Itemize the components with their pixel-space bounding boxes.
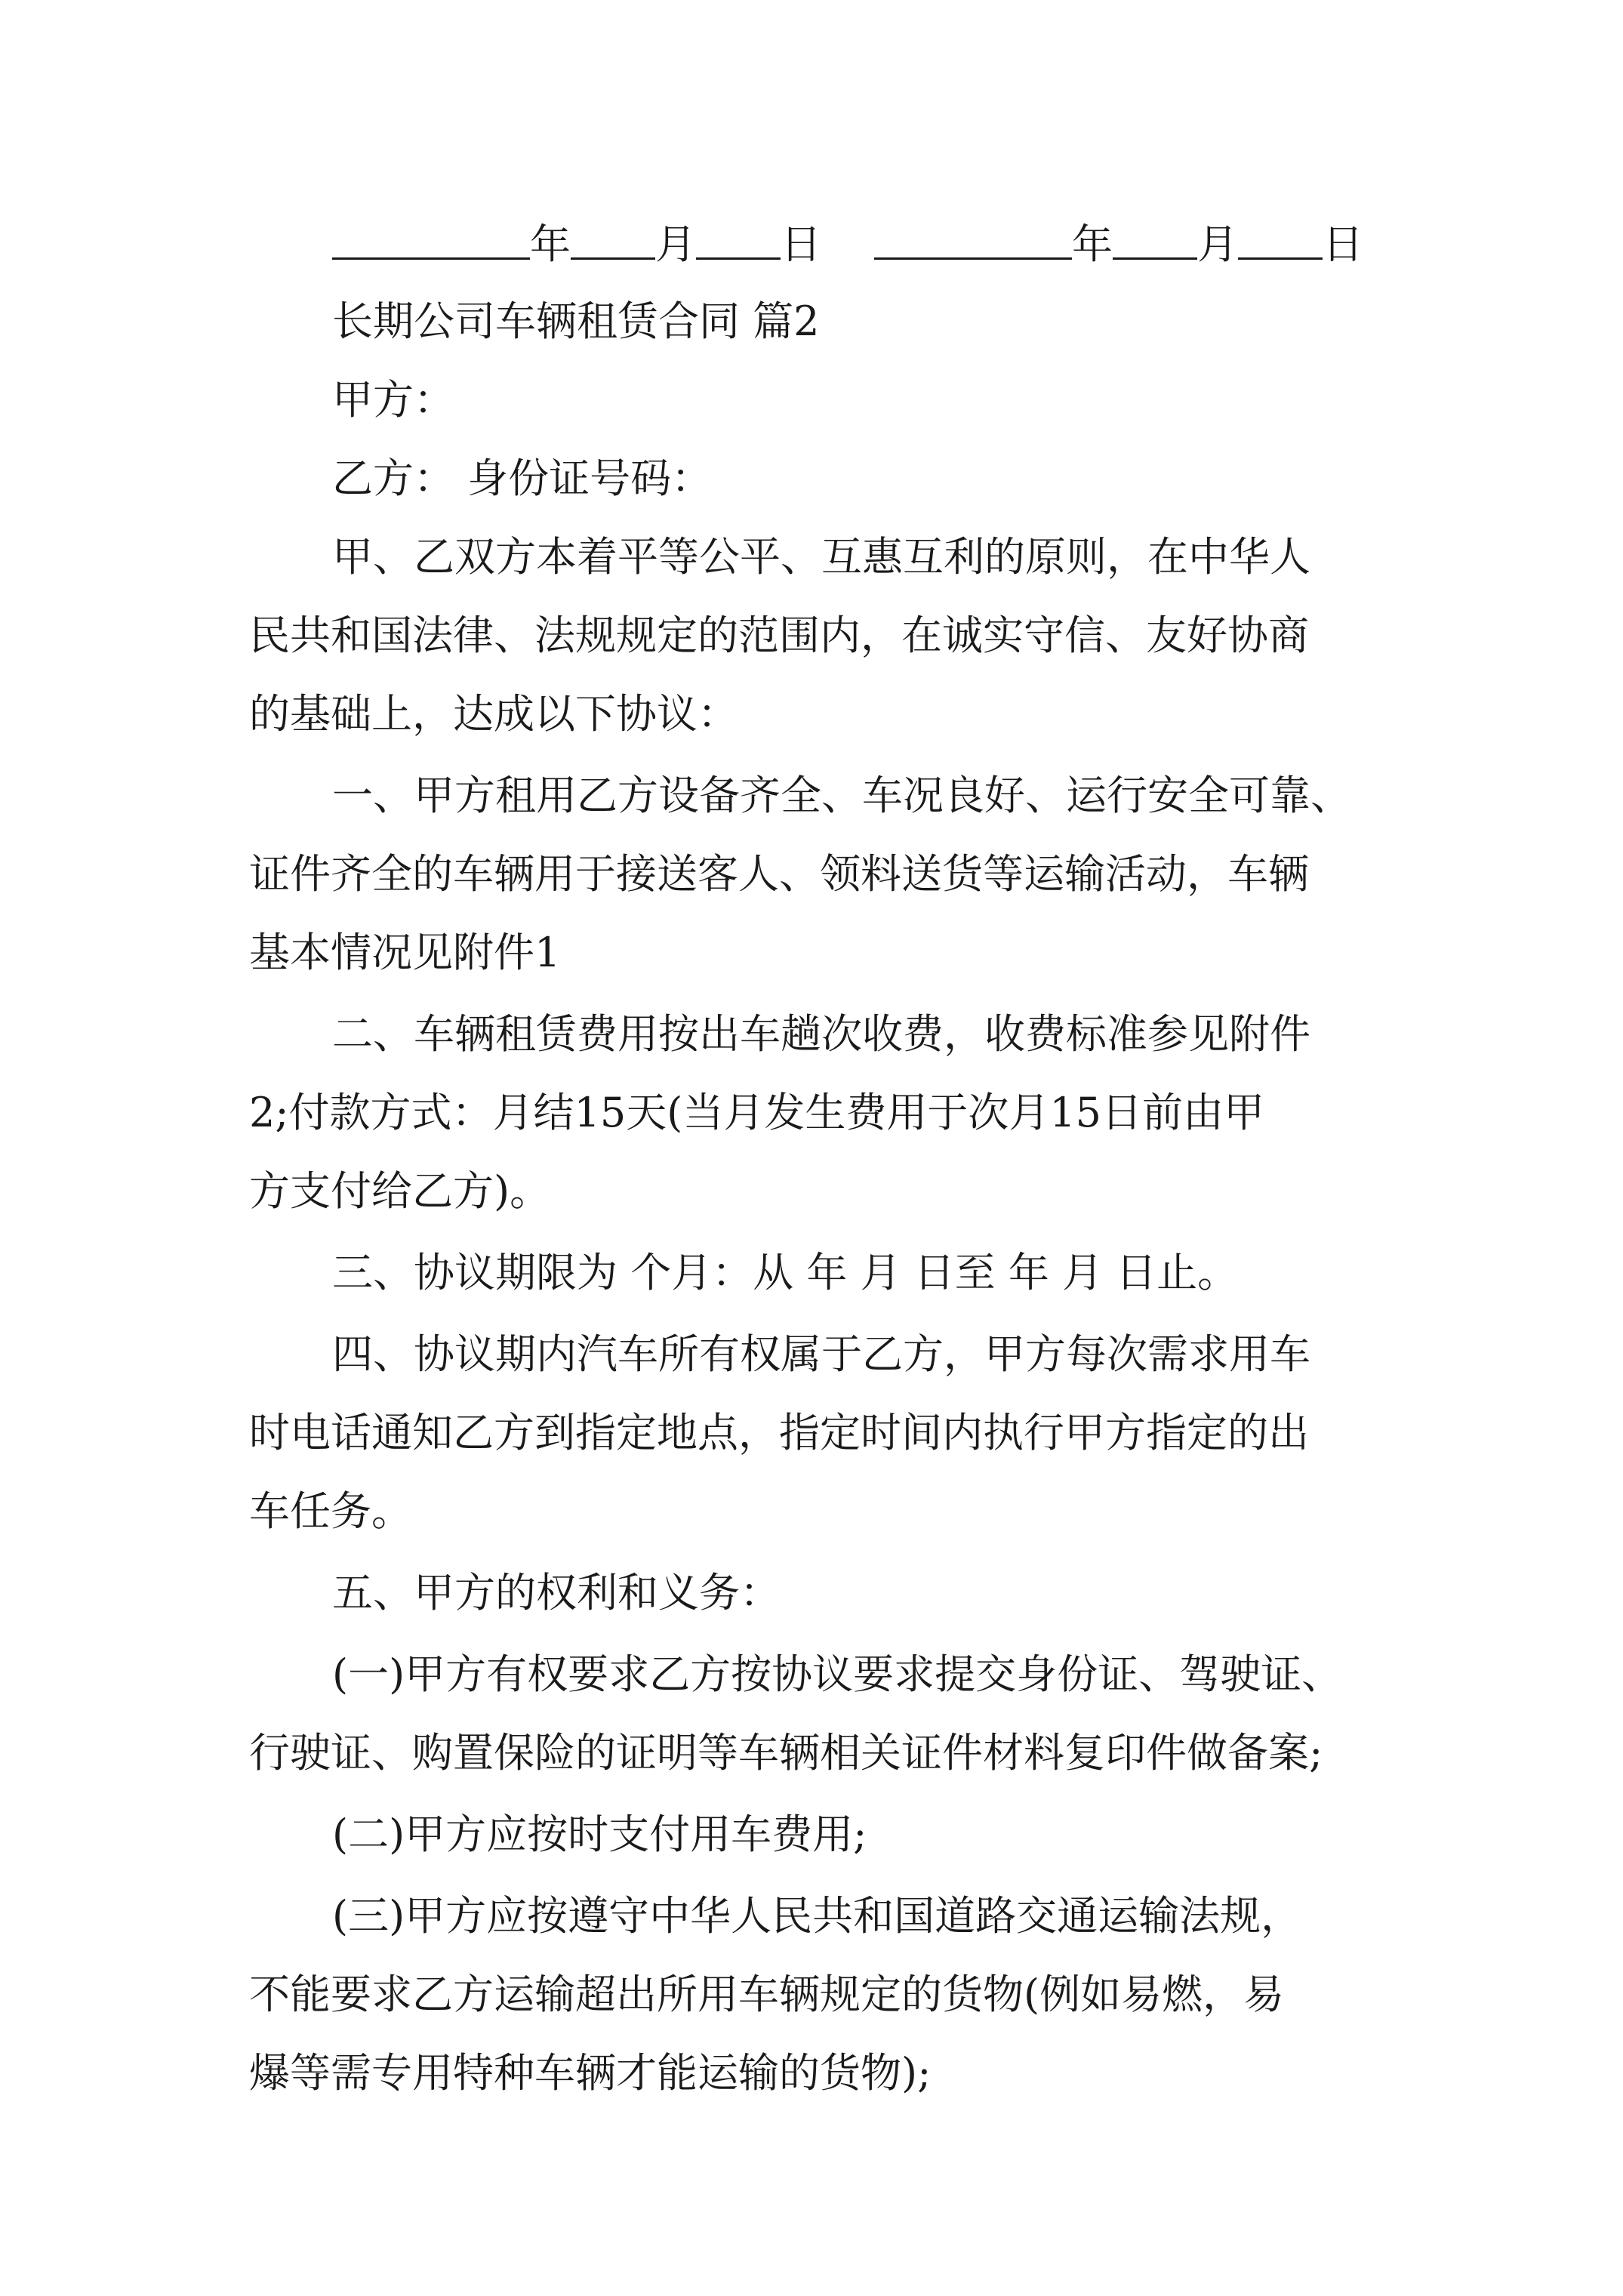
- text-line: (一)甲方有权要求乙方按协议要求提交身份证、驾驶证、: [332, 1650, 1343, 1698]
- year-label: 年: [530, 220, 571, 268]
- text-line: 四、协议期内汽车所有权属于乙方，甲方每次需求用车: [332, 1330, 1310, 1378]
- text-line: 车任务。: [249, 1487, 412, 1535]
- text-line: 行驶证、购置保险的证明等车辆相关证件材料复印件做备案;: [249, 1729, 1323, 1777]
- signature-date-line: [332, 205, 1363, 284]
- text-line: 三、协议期限为 个月：从 年 月 日至 年 月 日止。: [332, 1249, 1239, 1296]
- day-label: 日: [1323, 220, 1363, 268]
- text-line: 五、甲方的权利和义务：: [332, 1569, 781, 1616]
- year-blank: [332, 215, 530, 260]
- text-line: 的基础上，达成以下协议：: [249, 690, 738, 738]
- party-a-label: 甲方：: [332, 376, 454, 424]
- year-label: 年: [1072, 220, 1113, 268]
- text-line: 民共和国法律、法规规定的范围内，在诚实守信、友好协商: [249, 612, 1309, 659]
- text-line: 基本情况见附件1: [249, 929, 561, 976]
- text-line: 证件齐全的车辆用于接送客人、领料送货等运输活动，车辆: [249, 850, 1309, 898]
- month-blank: [571, 215, 655, 260]
- document-heading: 长期公司车辆租赁合同 篇2: [332, 297, 820, 345]
- month-label: 月: [1197, 220, 1238, 268]
- party-b-label: 乙方： 身份证号码：: [332, 455, 713, 502]
- text-line: 时电话通知乙方到指定地点，指定时间内执行甲方指定的出: [249, 1409, 1309, 1456]
- text-line: (三)甲方应按遵守中华人民共和国道路交通运输法规，: [332, 1892, 1302, 1940]
- day-label: 日: [781, 220, 821, 268]
- text-line: 一、甲方租用乙方设备齐全、车况良好、运行安全可靠、: [332, 772, 1351, 819]
- text-line: 甲、乙双方本着平等公平、互惠互利的原则，在中华人: [332, 533, 1310, 581]
- month-blank: [1113, 215, 1197, 260]
- text-line: 2;付款方式：月结15天(当月发生费用于次月15日前由甲: [249, 1089, 1265, 1136]
- month-label: 月: [655, 220, 696, 268]
- day-blank: [696, 215, 781, 260]
- text-line: (二)甲方应按时支付用车费用;: [332, 1811, 867, 1858]
- day-blank: [1238, 215, 1323, 260]
- year-blank: [874, 215, 1072, 260]
- text-line: 二、车辆租赁费用按出车趟次收费，收费标准参见附件: [332, 1010, 1310, 1058]
- text-line: 方支付给乙方)。: [249, 1167, 551, 1215]
- text-line: 爆等需专用特种车辆才能运输的货物);: [249, 2049, 932, 2097]
- text-line: 不能要求乙方运输超出所用车辆规定的货物(例如易燃，易: [249, 1971, 1285, 2018]
